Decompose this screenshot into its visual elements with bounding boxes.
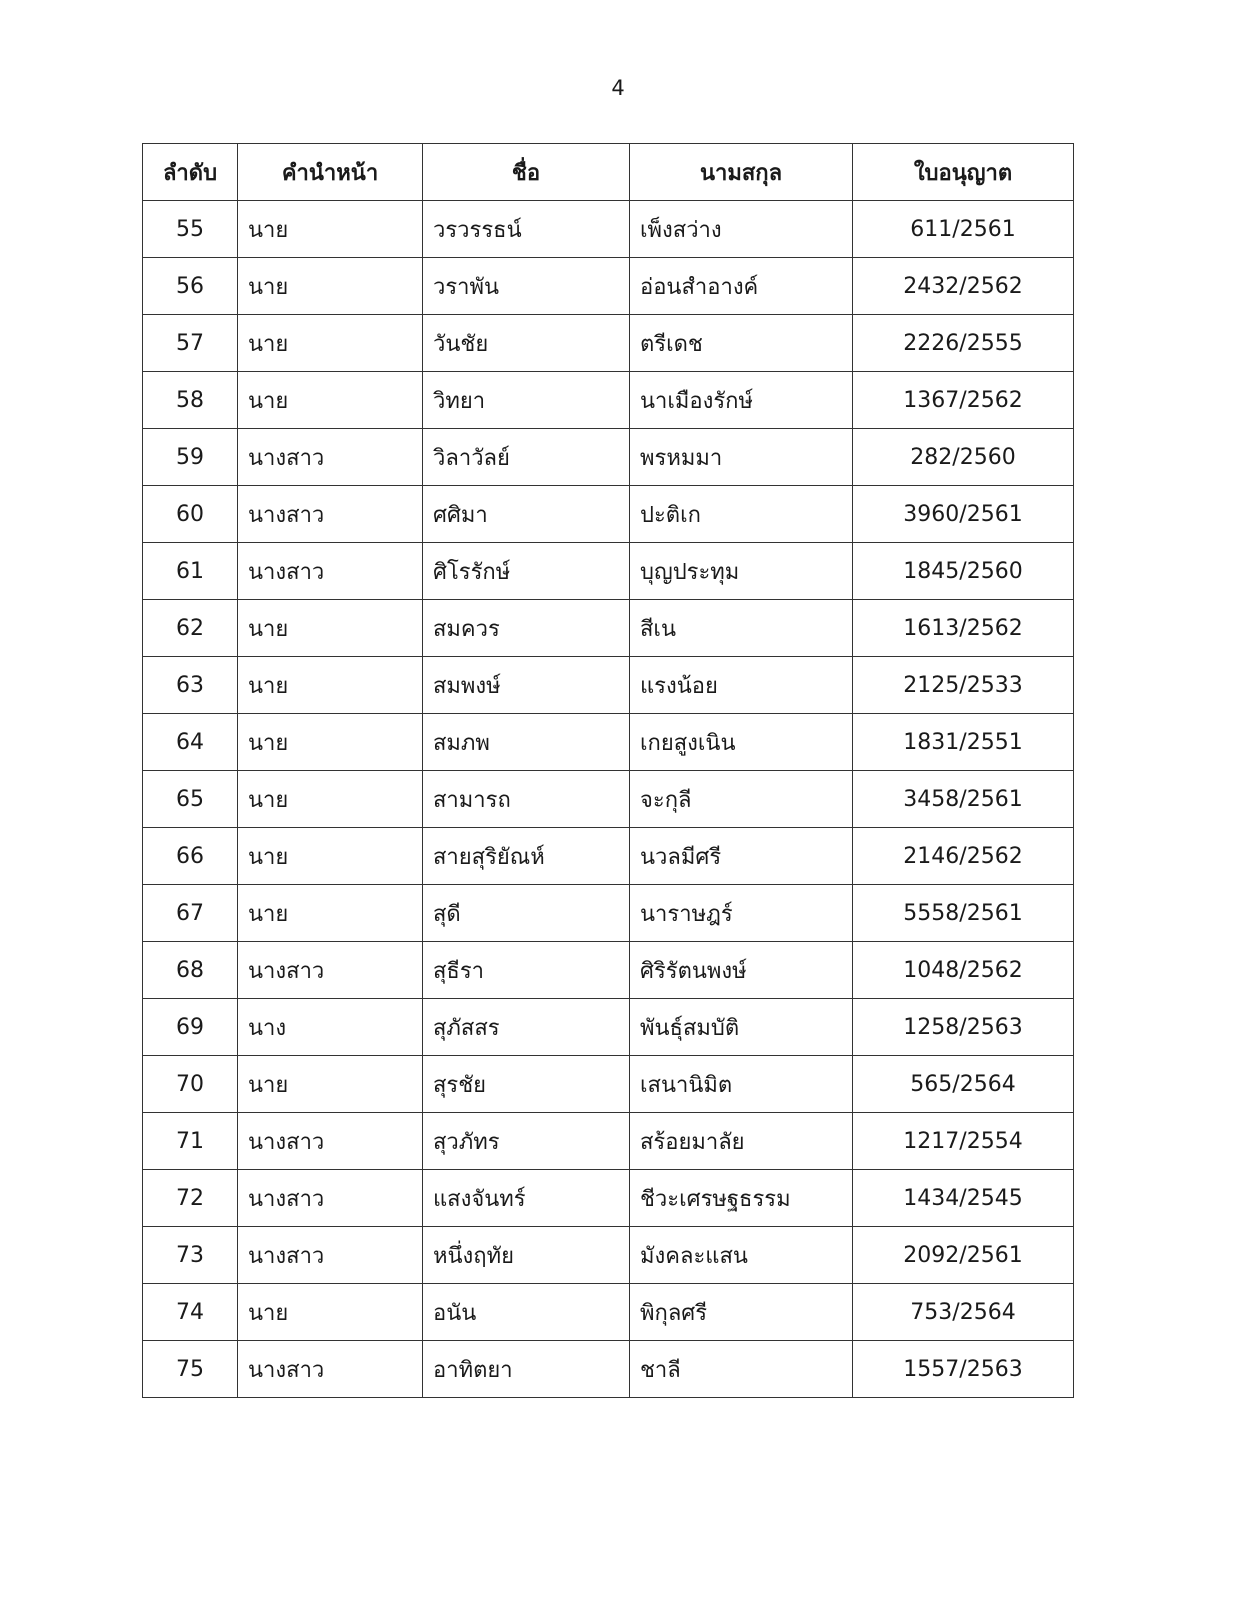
cell-last-name: อ่อนสำอางค์ xyxy=(630,258,853,315)
cell-title: นางสาว xyxy=(238,1170,423,1227)
table-row xyxy=(143,828,1074,885)
cell-last-name: เพ็งสว่าง xyxy=(630,201,853,258)
header-title: คำนำหน้า xyxy=(238,144,423,201)
cell-license: 1048/2562 xyxy=(853,942,1074,999)
cell-last-name: ตรีเดช xyxy=(630,315,853,372)
table-row xyxy=(143,486,1074,543)
table-header xyxy=(143,144,1074,201)
license-table-container xyxy=(142,143,1073,1398)
cell-order: 56 xyxy=(143,258,238,315)
cell-last-name: เกยสูงเนิน xyxy=(630,714,853,771)
cell-title: นาย xyxy=(238,315,423,372)
cell-first-name: สมควร xyxy=(423,600,630,657)
cell-order: 60 xyxy=(143,486,238,543)
header-order: ลำดับ xyxy=(143,144,238,201)
cell-license: 565/2564 xyxy=(853,1056,1074,1113)
cell-order: 71 xyxy=(143,1113,238,1170)
cell-title: นาย xyxy=(238,372,423,429)
cell-last-name: นาราษฎร์ xyxy=(630,885,853,942)
cell-title: นาย xyxy=(238,600,423,657)
cell-order: 64 xyxy=(143,714,238,771)
cell-license: 5558/2561 xyxy=(853,885,1074,942)
cell-order: 63 xyxy=(143,657,238,714)
cell-first-name: วันชัย xyxy=(423,315,630,372)
cell-title: นาย xyxy=(238,714,423,771)
cell-last-name: สร้อยมาลัย xyxy=(630,1113,853,1170)
cell-title: นาย xyxy=(238,657,423,714)
cell-title: นาย xyxy=(238,201,423,258)
cell-license: 611/2561 xyxy=(853,201,1074,258)
cell-first-name: วราพัน xyxy=(423,258,630,315)
cell-license: 3960/2561 xyxy=(853,486,1074,543)
table-row xyxy=(143,1284,1074,1341)
cell-order: 65 xyxy=(143,771,238,828)
cell-order: 73 xyxy=(143,1227,238,1284)
table-row xyxy=(143,543,1074,600)
table-row xyxy=(143,999,1074,1056)
cell-license: 2092/2561 xyxy=(853,1227,1074,1284)
cell-title: นางสาว xyxy=(238,1227,423,1284)
cell-last-name: ชีวะเศรษฐธรรม xyxy=(630,1170,853,1227)
cell-order: 58 xyxy=(143,372,238,429)
cell-title: นาย xyxy=(238,771,423,828)
cell-order: 68 xyxy=(143,942,238,999)
cell-order: 67 xyxy=(143,885,238,942)
cell-order: 62 xyxy=(143,600,238,657)
cell-first-name: วิทยา xyxy=(423,372,630,429)
cell-title: นาย xyxy=(238,1284,423,1341)
cell-last-name: สีเน xyxy=(630,600,853,657)
cell-first-name: อนัน xyxy=(423,1284,630,1341)
table-row xyxy=(143,1227,1074,1284)
cell-license: 1613/2562 xyxy=(853,600,1074,657)
cell-order: 59 xyxy=(143,429,238,486)
header-license: ใบอนุญาต xyxy=(853,144,1074,201)
cell-title: นาง xyxy=(238,999,423,1056)
cell-license: 2226/2555 xyxy=(853,315,1074,372)
cell-order: 72 xyxy=(143,1170,238,1227)
cell-license: 1557/2563 xyxy=(853,1341,1074,1398)
cell-first-name: สุดี xyxy=(423,885,630,942)
cell-first-name: สุธีรา xyxy=(423,942,630,999)
cell-last-name: ศิริรัตนพงษ์ xyxy=(630,942,853,999)
cell-last-name: นาเมืองรักษ์ xyxy=(630,372,853,429)
cell-title: นาย xyxy=(238,258,423,315)
table-row xyxy=(143,942,1074,999)
cell-last-name: พันธุ์สมบัติ xyxy=(630,999,853,1056)
cell-license: 2125/2533 xyxy=(853,657,1074,714)
page-number: 4 xyxy=(611,76,625,100)
cell-first-name: สุวภัทร xyxy=(423,1113,630,1170)
cell-first-name: สมภพ xyxy=(423,714,630,771)
cell-first-name: วรวรรธน์ xyxy=(423,201,630,258)
cell-license: 1845/2560 xyxy=(853,543,1074,600)
cell-first-name: สุรชัย xyxy=(423,1056,630,1113)
cell-last-name: บุญประทุม xyxy=(630,543,853,600)
table-body xyxy=(143,201,1074,1398)
cell-order: 69 xyxy=(143,999,238,1056)
cell-first-name: หนึ่งฤทัย xyxy=(423,1227,630,1284)
cell-order: 61 xyxy=(143,543,238,600)
cell-license: 3458/2561 xyxy=(853,771,1074,828)
cell-license: 1217/2554 xyxy=(853,1113,1074,1170)
cell-first-name: อาทิตยา xyxy=(423,1341,630,1398)
cell-first-name: ศศิมา xyxy=(423,486,630,543)
table-row xyxy=(143,714,1074,771)
cell-title: นางสาว xyxy=(238,1113,423,1170)
cell-title: นางสาว xyxy=(238,429,423,486)
cell-title: นาย xyxy=(238,885,423,942)
table-row xyxy=(143,372,1074,429)
cell-last-name: พรหมมา xyxy=(630,429,853,486)
cell-first-name: ศิโรรักษ์ xyxy=(423,543,630,600)
cell-license: 2432/2562 xyxy=(853,258,1074,315)
cell-order: 57 xyxy=(143,315,238,372)
cell-last-name: พิกุลศรี xyxy=(630,1284,853,1341)
table-row xyxy=(143,1341,1074,1398)
cell-license: 2146/2562 xyxy=(853,828,1074,885)
cell-title: นางสาว xyxy=(238,543,423,600)
cell-last-name: จะกุลี xyxy=(630,771,853,828)
cell-first-name: สุภัสสร xyxy=(423,999,630,1056)
cell-last-name: นวลมีศรี xyxy=(630,828,853,885)
cell-first-name: วิลาวัลย์ xyxy=(423,429,630,486)
cell-order: 66 xyxy=(143,828,238,885)
table-row xyxy=(143,201,1074,258)
table-row xyxy=(143,258,1074,315)
cell-order: 55 xyxy=(143,201,238,258)
table-row xyxy=(143,1113,1074,1170)
table-row xyxy=(143,1170,1074,1227)
cell-license: 753/2564 xyxy=(853,1284,1074,1341)
cell-last-name: มังคละแสน xyxy=(630,1227,853,1284)
cell-order: 74 xyxy=(143,1284,238,1341)
cell-last-name: แรงน้อย xyxy=(630,657,853,714)
cell-last-name: ชาลี xyxy=(630,1341,853,1398)
table-row xyxy=(143,771,1074,828)
license-table xyxy=(142,143,1074,1398)
table-row xyxy=(143,657,1074,714)
cell-license: 1434/2545 xyxy=(853,1170,1074,1227)
cell-title: นาย xyxy=(238,828,423,885)
cell-title: นางสาว xyxy=(238,942,423,999)
cell-last-name: เสนานิมิต xyxy=(630,1056,853,1113)
cell-first-name: สมพงษ์ xyxy=(423,657,630,714)
table-row xyxy=(143,429,1074,486)
header-last-name: นามสกุล xyxy=(630,144,853,201)
cell-last-name: ปะติเก xyxy=(630,486,853,543)
table-row xyxy=(143,315,1074,372)
header-first-name: ชื่อ xyxy=(423,144,630,201)
cell-license: 1367/2562 xyxy=(853,372,1074,429)
cell-title: นาย xyxy=(238,1056,423,1113)
cell-title: นางสาว xyxy=(238,1341,423,1398)
cell-order: 70 xyxy=(143,1056,238,1113)
table-row xyxy=(143,1056,1074,1113)
cell-order: 75 xyxy=(143,1341,238,1398)
table-row xyxy=(143,885,1074,942)
cell-first-name: แสงจันทร์ xyxy=(423,1170,630,1227)
cell-first-name: สามารถ xyxy=(423,771,630,828)
cell-first-name: สายสุริยัณห์ xyxy=(423,828,630,885)
cell-license: 1831/2551 xyxy=(853,714,1074,771)
table-row xyxy=(143,600,1074,657)
header-row xyxy=(143,144,1074,201)
cell-license: 282/2560 xyxy=(853,429,1074,486)
cell-title: นางสาว xyxy=(238,486,423,543)
cell-license: 1258/2563 xyxy=(853,999,1074,1056)
